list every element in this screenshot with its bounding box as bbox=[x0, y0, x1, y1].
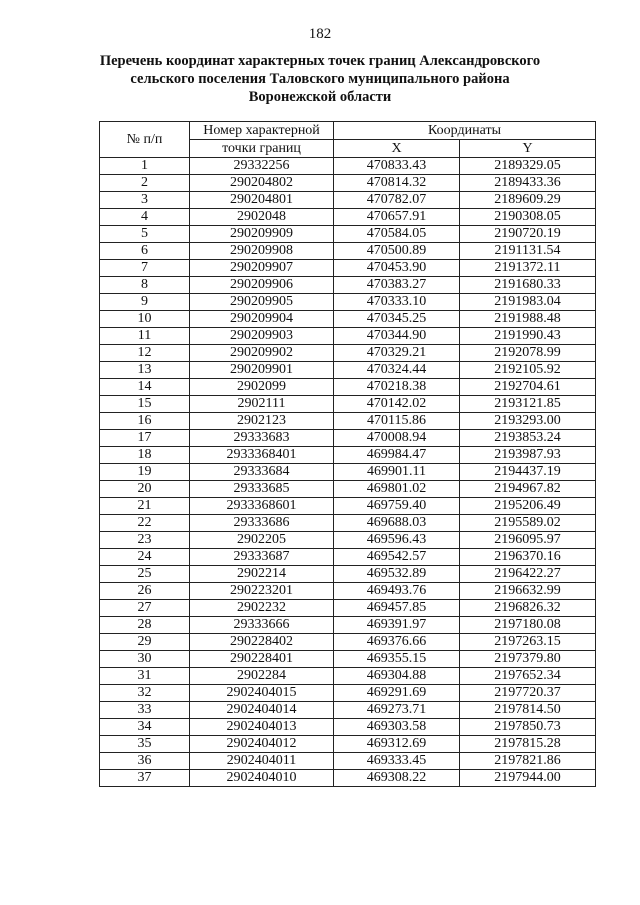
table-row bbox=[100, 651, 596, 668]
cell-point-number: 2902232 bbox=[190, 600, 334, 617]
cell-point-number: 2902404014 bbox=[190, 702, 334, 719]
cell-num: 13 bbox=[100, 362, 190, 379]
cell-x: 469984.47 bbox=[334, 447, 460, 464]
table-row bbox=[100, 566, 596, 583]
cell-point-number: 290209904 bbox=[190, 311, 334, 328]
cell-y: 2197944.00 bbox=[460, 770, 596, 787]
table-row bbox=[100, 770, 596, 787]
header-point-line-2: точки границ bbox=[190, 140, 334, 158]
cell-num: 2 bbox=[100, 175, 190, 192]
cell-x: 469273.71 bbox=[334, 702, 460, 719]
cell-y: 2189433.36 bbox=[460, 175, 596, 192]
table-row bbox=[100, 345, 596, 362]
table-row bbox=[100, 583, 596, 600]
cell-y: 2193293.00 bbox=[460, 413, 596, 430]
cell-point-number: 290209903 bbox=[190, 328, 334, 345]
cell-num: 9 bbox=[100, 294, 190, 311]
cell-num: 10 bbox=[100, 311, 190, 328]
cell-num: 5 bbox=[100, 226, 190, 243]
cell-x: 469376.66 bbox=[334, 634, 460, 651]
cell-y: 2195206.49 bbox=[460, 498, 596, 515]
cell-x: 470782.07 bbox=[334, 192, 460, 209]
coordinates-table bbox=[99, 121, 596, 787]
cell-num: 14 bbox=[100, 379, 190, 396]
cell-x: 470814.32 bbox=[334, 175, 460, 192]
cell-point-number: 2902214 bbox=[190, 566, 334, 583]
cell-y: 2190720.19 bbox=[460, 226, 596, 243]
cell-num: 29 bbox=[100, 634, 190, 651]
cell-num: 36 bbox=[100, 753, 190, 770]
cell-point-number: 290209905 bbox=[190, 294, 334, 311]
cell-x: 470383.27 bbox=[334, 277, 460, 294]
table-row bbox=[100, 549, 596, 566]
cell-x: 470453.90 bbox=[334, 260, 460, 277]
cell-x: 470833.43 bbox=[334, 158, 460, 175]
table-row bbox=[100, 702, 596, 719]
table-row bbox=[100, 753, 596, 770]
table-row bbox=[100, 634, 596, 651]
cell-x: 470008.94 bbox=[334, 430, 460, 447]
table-row bbox=[100, 532, 596, 549]
cell-point-number: 2902099 bbox=[190, 379, 334, 396]
cell-y: 2197263.15 bbox=[460, 634, 596, 651]
cell-x: 470324.44 bbox=[334, 362, 460, 379]
table-header bbox=[100, 122, 596, 158]
table-row bbox=[100, 277, 596, 294]
cell-x: 469312.69 bbox=[334, 736, 460, 753]
cell-y: 2197850.73 bbox=[460, 719, 596, 736]
table-row bbox=[100, 192, 596, 209]
cell-point-number: 290228402 bbox=[190, 634, 334, 651]
header-coordinates: Координаты bbox=[334, 122, 596, 140]
cell-y: 2196826.32 bbox=[460, 600, 596, 617]
cell-x: 469291.69 bbox=[334, 685, 460, 702]
title-line-1: Перечень координат характерных точек границ Александровского bbox=[99, 53, 541, 69]
cell-x: 469333.45 bbox=[334, 753, 460, 770]
table-row bbox=[100, 464, 596, 481]
cell-x: 470345.25 bbox=[334, 311, 460, 328]
cell-point-number: 2902111 bbox=[190, 396, 334, 413]
header-x: X bbox=[334, 140, 460, 158]
cell-x: 469303.58 bbox=[334, 719, 460, 736]
cell-point-number: 290209901 bbox=[190, 362, 334, 379]
cell-point-number: 2902404010 bbox=[190, 770, 334, 787]
cell-point-number: 290209908 bbox=[190, 243, 334, 260]
cell-y: 2189609.29 bbox=[460, 192, 596, 209]
cell-point-number: 290204802 bbox=[190, 175, 334, 192]
cell-num: 24 bbox=[100, 549, 190, 566]
cell-x: 469759.40 bbox=[334, 498, 460, 515]
cell-num: 18 bbox=[100, 447, 190, 464]
cell-num: 26 bbox=[100, 583, 190, 600]
cell-num: 27 bbox=[100, 600, 190, 617]
table-row bbox=[100, 311, 596, 328]
cell-x: 470657.91 bbox=[334, 209, 460, 226]
table-row bbox=[100, 362, 596, 379]
cell-num: 7 bbox=[100, 260, 190, 277]
table-row bbox=[100, 158, 596, 175]
page-number: 182 bbox=[308, 26, 332, 42]
cell-x: 470218.38 bbox=[334, 379, 460, 396]
cell-x: 470344.90 bbox=[334, 328, 460, 345]
cell-x: 469596.43 bbox=[334, 532, 460, 549]
title-line-2: сельского поселения Таловского муниципального района bbox=[130, 71, 510, 87]
cell-point-number: 290209902 bbox=[190, 345, 334, 362]
cell-y: 2195589.02 bbox=[460, 515, 596, 532]
header-point-line-1: Номер характерной bbox=[190, 122, 334, 140]
table-row bbox=[100, 294, 596, 311]
cell-num: 35 bbox=[100, 736, 190, 753]
cell-num: 37 bbox=[100, 770, 190, 787]
cell-x: 470333.10 bbox=[334, 294, 460, 311]
table-row bbox=[100, 413, 596, 430]
cell-x: 469391.97 bbox=[334, 617, 460, 634]
cell-x: 469304.88 bbox=[334, 668, 460, 685]
cell-x: 469493.76 bbox=[334, 583, 460, 600]
cell-point-number: 2902205 bbox=[190, 532, 334, 549]
header-y: Y bbox=[460, 140, 596, 158]
header-num: № п/п bbox=[100, 122, 190, 158]
table-row bbox=[100, 328, 596, 345]
cell-num: 19 bbox=[100, 464, 190, 481]
cell-num: 12 bbox=[100, 345, 190, 362]
cell-y: 2191990.43 bbox=[460, 328, 596, 345]
cell-num: 3 bbox=[100, 192, 190, 209]
cell-x: 469355.15 bbox=[334, 651, 460, 668]
cell-point-number: 290204801 bbox=[190, 192, 334, 209]
cell-y: 2193121.85 bbox=[460, 396, 596, 413]
cell-num: 22 bbox=[100, 515, 190, 532]
cell-y: 2191680.33 bbox=[460, 277, 596, 294]
table-row bbox=[100, 260, 596, 277]
cell-point-number: 29333686 bbox=[190, 515, 334, 532]
cell-y: 2197821.86 bbox=[460, 753, 596, 770]
cell-point-number: 290209909 bbox=[190, 226, 334, 243]
cell-x: 470584.05 bbox=[334, 226, 460, 243]
cell-num: 23 bbox=[100, 532, 190, 549]
cell-y: 2192078.99 bbox=[460, 345, 596, 362]
cell-y: 2191983.04 bbox=[460, 294, 596, 311]
cell-y: 2197379.80 bbox=[460, 651, 596, 668]
table-row bbox=[100, 685, 596, 702]
table-row bbox=[100, 430, 596, 447]
cell-y: 2191131.54 bbox=[460, 243, 596, 260]
cell-x: 469801.02 bbox=[334, 481, 460, 498]
table-row bbox=[100, 396, 596, 413]
document-title bbox=[60, 52, 580, 106]
cell-num: 8 bbox=[100, 277, 190, 294]
cell-y: 2191372.11 bbox=[460, 260, 596, 277]
cell-x: 469457.85 bbox=[334, 600, 460, 617]
cell-point-number: 2902284 bbox=[190, 668, 334, 685]
cell-num: 32 bbox=[100, 685, 190, 702]
cell-point-number: 290223201 bbox=[190, 583, 334, 600]
cell-y: 2191988.48 bbox=[460, 311, 596, 328]
cell-point-number: 2933368601 bbox=[190, 498, 334, 515]
cell-num: 33 bbox=[100, 702, 190, 719]
table-row bbox=[100, 515, 596, 532]
cell-point-number: 290209907 bbox=[190, 260, 334, 277]
cell-y: 2197815.28 bbox=[460, 736, 596, 753]
table-row bbox=[100, 226, 596, 243]
cell-x: 470115.86 bbox=[334, 413, 460, 430]
cell-point-number: 2902123 bbox=[190, 413, 334, 430]
table-row bbox=[100, 600, 596, 617]
cell-point-number: 2902404012 bbox=[190, 736, 334, 753]
table-row bbox=[100, 481, 596, 498]
cell-point-number: 2902404013 bbox=[190, 719, 334, 736]
cell-y: 2194437.19 bbox=[460, 464, 596, 481]
cell-point-number: 290209906 bbox=[190, 277, 334, 294]
cell-y: 2197180.08 bbox=[460, 617, 596, 634]
cell-x: 469308.22 bbox=[334, 770, 460, 787]
cell-num: 4 bbox=[100, 209, 190, 226]
cell-y: 2193853.24 bbox=[460, 430, 596, 447]
cell-point-number: 29332256 bbox=[190, 158, 334, 175]
cell-y: 2190308.05 bbox=[460, 209, 596, 226]
cell-x: 470500.89 bbox=[334, 243, 460, 260]
cell-num: 21 bbox=[100, 498, 190, 515]
cell-point-number: 2902404015 bbox=[190, 685, 334, 702]
table-row bbox=[100, 498, 596, 515]
cell-y: 2196370.16 bbox=[460, 549, 596, 566]
cell-y: 2189329.05 bbox=[460, 158, 596, 175]
table-row bbox=[100, 617, 596, 634]
cell-point-number: 29333683 bbox=[190, 430, 334, 447]
cell-y: 2196422.27 bbox=[460, 566, 596, 583]
table-row bbox=[100, 719, 596, 736]
cell-num: 15 bbox=[100, 396, 190, 413]
title-line-3: Воронежской области bbox=[248, 89, 392, 105]
cell-num: 16 bbox=[100, 413, 190, 430]
cell-y: 2192704.61 bbox=[460, 379, 596, 396]
cell-y: 2197814.50 bbox=[460, 702, 596, 719]
cell-num: 20 bbox=[100, 481, 190, 498]
table-row bbox=[100, 243, 596, 260]
cell-y: 2196095.97 bbox=[460, 532, 596, 549]
cell-x: 470329.21 bbox=[334, 345, 460, 362]
table-row bbox=[100, 209, 596, 226]
cell-num: 34 bbox=[100, 719, 190, 736]
cell-point-number: 29333685 bbox=[190, 481, 334, 498]
table-body bbox=[100, 158, 596, 787]
cell-x: 469688.03 bbox=[334, 515, 460, 532]
cell-point-number: 2933368401 bbox=[190, 447, 334, 464]
cell-num: 31 bbox=[100, 668, 190, 685]
table-row bbox=[100, 379, 596, 396]
cell-point-number: 29333666 bbox=[190, 617, 334, 634]
cell-point-number: 29333687 bbox=[190, 549, 334, 566]
cell-num: 1 bbox=[100, 158, 190, 175]
cell-y: 2197720.37 bbox=[460, 685, 596, 702]
cell-num: 6 bbox=[100, 243, 190, 260]
cell-point-number: 29333684 bbox=[190, 464, 334, 481]
cell-num: 11 bbox=[100, 328, 190, 345]
cell-num: 28 bbox=[100, 617, 190, 634]
cell-num: 17 bbox=[100, 430, 190, 447]
cell-x: 469901.11 bbox=[334, 464, 460, 481]
cell-num: 25 bbox=[100, 566, 190, 583]
cell-point-number: 290228401 bbox=[190, 651, 334, 668]
cell-x: 469532.89 bbox=[334, 566, 460, 583]
cell-x: 469542.57 bbox=[334, 549, 460, 566]
cell-y: 2193987.93 bbox=[460, 447, 596, 464]
cell-x: 470142.02 bbox=[334, 396, 460, 413]
table-row bbox=[100, 447, 596, 464]
table-row bbox=[100, 175, 596, 192]
table-row bbox=[100, 736, 596, 753]
cell-point-number: 2902048 bbox=[190, 209, 334, 226]
cell-point-number: 2902404011 bbox=[190, 753, 334, 770]
cell-y: 2197652.34 bbox=[460, 668, 596, 685]
cell-y: 2194967.82 bbox=[460, 481, 596, 498]
cell-num: 30 bbox=[100, 651, 190, 668]
table-row bbox=[100, 668, 596, 685]
cell-y: 2196632.99 bbox=[460, 583, 596, 600]
cell-y: 2192105.92 bbox=[460, 362, 596, 379]
